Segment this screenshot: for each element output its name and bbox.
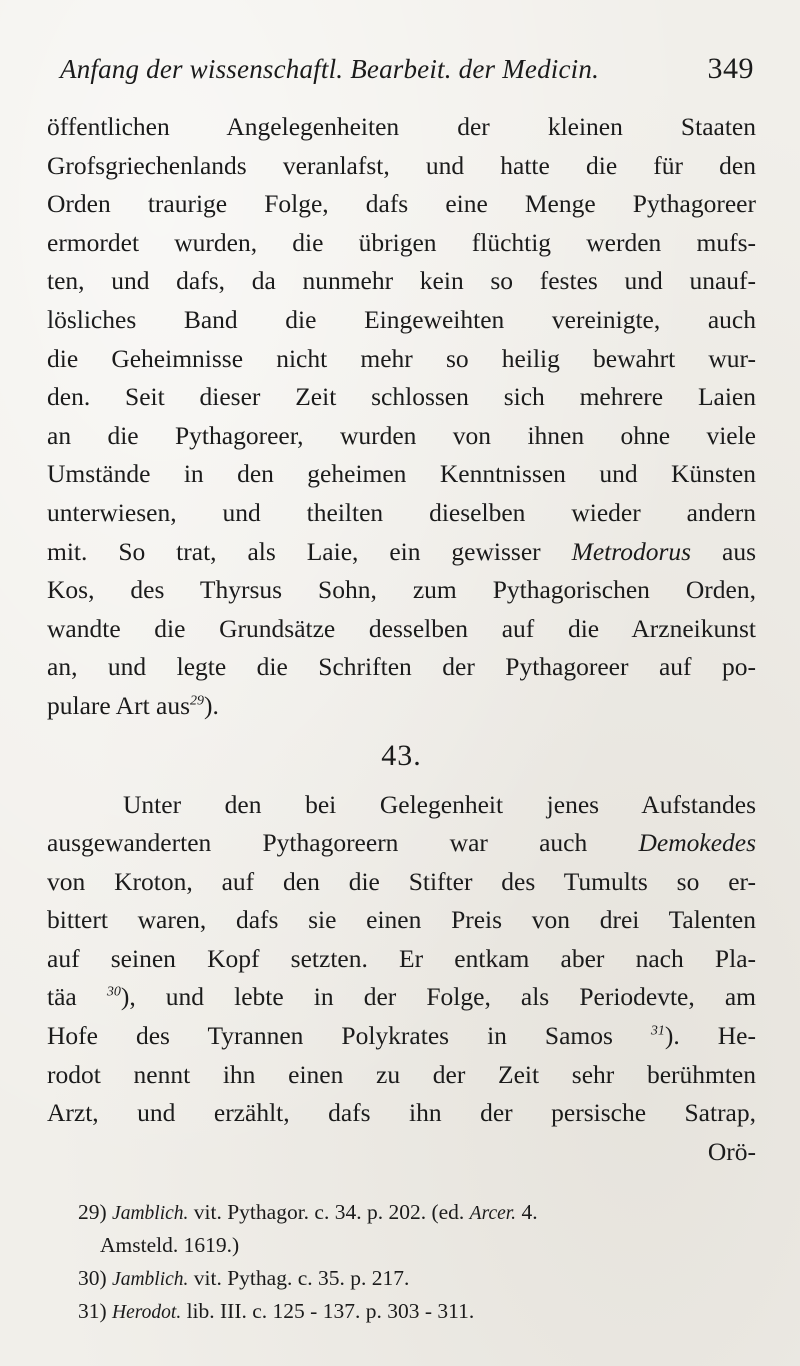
text-line [47,824,756,863]
footnote-marker: 29) [78,1200,107,1224]
person-name: Demokedes [638,828,756,858]
text-line [47,533,756,572]
text-line: unterwiesen, und theilten dieselben wieder andern [47,497,756,527]
text-line [47,687,756,726]
footnotes [78,1196,748,1328]
text-line: lösliches Band die Eingeweihten vereinigte, auch [47,304,756,334]
text-segment: ), und lebte in der Folge, als Periodevte, am [120,982,756,1012]
text-segment: aus [722,536,756,566]
text-line: Grofsgriechenlands veranlafst, und hatte die für den [47,150,756,180]
text-line: ten, und dafs, da nunmehr kein so festes und unauf- [47,266,756,296]
catchword: Orö- [707,1136,756,1166]
text-line: rodot nennt ihn einen zu der Zeit sehr berühmten [47,1059,756,1089]
text-line: Unter den bei Gelegenheit jenes Aufstandes [123,789,756,819]
footnote-marker: 31) [78,1299,107,1323]
text-line: auf seinen Kopf setzten. Er entkam aber nach Pla- [47,943,756,973]
text-line: Umstände in den geheimen Kenntnissen und Künsten [47,459,756,489]
text-line: Orden traurige Folge, dafs eine Menge Pythagoreer [47,189,756,219]
page-number: 349 [707,52,754,85]
text-line [47,978,756,1017]
running-head [60,50,754,94]
text-line: an, und legte die Schriften der Pythagoreer auf po- [47,652,756,682]
text-line: die Geheimnisse nicht mehr so heilig bewahrt wur- [47,343,756,373]
footnote [78,1196,748,1229]
footnote-text: vit. Pythag. c. 35. p. 217. [193,1266,410,1290]
footnote-marker: 30) [78,1266,107,1290]
text-line: öffentlichen Angelegenheiten der kleinen Staaten [47,112,756,141]
text-line: bittert waren, dafs sie einen Preis von drei Talenten [47,905,756,935]
text-line: Kos, des Thyrsus Sohn, zum Pythagorischen Orden, [47,575,756,605]
footnote-text: vit. Pythagor. c. 34. p. 202. (ed. [193,1200,465,1224]
footnote-ref: 31 [650,1023,665,1039]
footnote-author: Jamblich. [112,1269,189,1290]
text-line: den. Seit dieser Zeit schlossen sich mehrere Laien [47,382,756,412]
footnote-ref: 30 [106,984,121,1000]
footnote-editor: Arcer. [469,1203,517,1224]
footnote-author: Jamblich. [112,1203,189,1224]
text-segment: Hofe des Tyrannen Polykrates in Samos [47,1021,613,1051]
text-segment: ausgewanderten Pythagoreern war auch [47,828,588,858]
text-segment: mit. So trat, als Laie, ein gewisser [47,536,541,566]
text-segment: ). [204,690,219,720]
section-number: 43. [381,738,422,772]
footnote-text: lib. III. c. 125 - 137. p. 303 - 311. [186,1299,475,1323]
text-line: wandte die Grundsätze desselben auf die Arzneikunst [47,613,756,643]
footnote-continuation: Amsteld. 1619.) [100,1233,240,1257]
text-line [47,1017,756,1056]
footnote [78,1295,748,1328]
footnote [78,1262,748,1295]
text-line: Arzt, und erzählt, dafs ihn der persische Satrap, [47,1098,756,1128]
text-line: an die Pythagoreer, wurden von ihnen ohne viele [47,420,756,450]
footnote-ref: 29 [190,693,205,709]
text-segment: täa [47,982,77,1012]
footnote-author: Herodot. [112,1302,182,1323]
running-title: Anfang der wissenschaftl. Bearbeit. der Medicin. [60,54,600,84]
person-name: Metrodorus [571,536,692,566]
text-line: von Kroton, auf den die Stifter des Tumults so er- [47,866,756,896]
body-text [47,108,756,1171]
footnote-text: 4. [521,1200,538,1224]
text-line: ermordet wurden, die übrigen flüchtig werden mufs- [47,227,756,257]
text-segment: pulare Art aus [47,690,191,720]
text-segment: ). He- [664,1021,756,1051]
